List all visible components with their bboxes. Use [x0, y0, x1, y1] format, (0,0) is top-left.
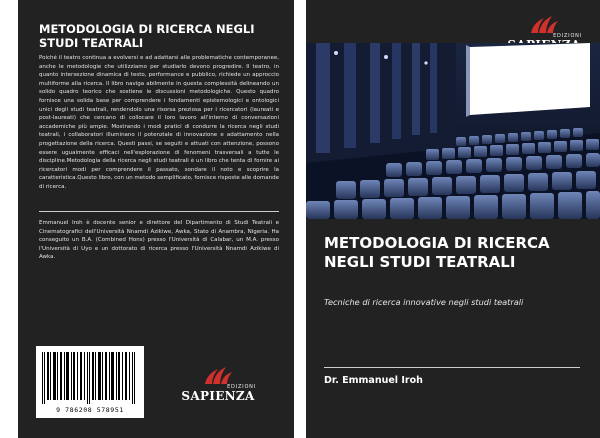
- back-cover-blurb: Poiché il teatro continua a evolversi e ad adattarsi alle problematiche contemporanee, anche le metodologie che utilizziamo per studiarlo devono progredire. Il teatro, in quanto intersezione dinamica di testo, performance e pubblico, richiede un approccio multiforme alla ricerca. Il libro naviga abilmente in questa complessità delineando un solido quadro teorico che sostiene le discussioni metodologiche. Questo quadro fornisce una solida base per comprendere i fondamenti epistemologici e ontologici unici degli studi teatrali, rendendolo una risorsa preziosa per i ricercatori (laureati e post-laureati) che cercano di collocare il loro lavoro all'interno di conversazioni accademiche più ampie. Mostrando i modi pratici di condurre la ricerca negli studi teatrali, i collaboratori illuminano il potenziale di innovazione e adattamento nella progettazione della ricerca. Questi passi, se seguiti e attuati con attenzione, possono essere ugualmente efficaci nell'esplorazione di fenomeni trasversali a tutte le discipline.Metodologia della ricerca negli studi teatrali è un libro che tenta di fornire ai ricercatori modi per comprendere il passato, sondare il noto e scoprire la caratteristica.Questo libro, con un metodo semplificato, fornisce risposte alle domande di ricerca.: [39, 55, 279, 190]
- author-name: Dr. Emmanuel Iroh: [324, 375, 423, 386]
- front-cover-divider: [324, 367, 580, 368]
- front-cover-title: METODOLOGIA DI RICERCA NEGLI STUDI TEATRALI: [324, 234, 550, 271]
- barcode: [36, 346, 144, 418]
- front-cover-subtitle: Tecniche di ricerca innovative negli studi teatrali: [324, 297, 524, 307]
- author-bio: Emmanuel Iroh è docente senior e direttore del Dipartimento di Studi Teatrali e Cinematografici dell'Università Nnamdi Azikiwe, Awka, Stato di Anambra, Nigeria. Ha conseguito un B.A. (Combined Hons) presso l'Università di Calabar, un M.A. presso l'Università di Uyo e un dottorato di ricerca presso l'Università Nnamdi Azikiwe di Awka.: [39, 220, 279, 261]
- publisher-name: SAPIENZA: [181, 389, 255, 403]
- sapienza-flame-icon: [527, 15, 561, 33]
- cinema-photo: [306, 43, 600, 219]
- back-cover-divider: [39, 211, 279, 212]
- back-cover-title: METODOLOGIA DI RICERCA NEGLI STUDI TEATRALI: [39, 22, 255, 50]
- front-cover: [306, 0, 600, 438]
- publisher-logo-back: [174, 366, 262, 403]
- barcode-bars-icon: [40, 352, 140, 404]
- publisher-imprint: EDIZIONI: [553, 33, 582, 39]
- publisher-imprint: EDIZIONI: [227, 384, 256, 390]
- isbn-number: 9 786208 578951: [56, 406, 124, 414]
- back-cover: [18, 0, 294, 438]
- cinema-seats-image: [306, 43, 600, 219]
- sapienza-flame-icon: [201, 366, 235, 384]
